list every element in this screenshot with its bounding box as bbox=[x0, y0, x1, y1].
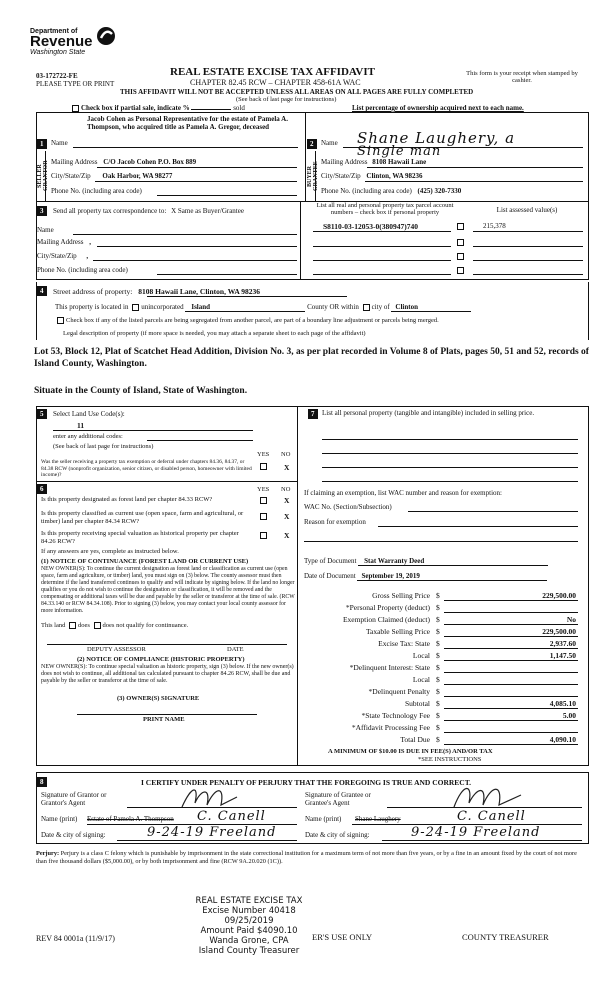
tax-row-label: Local bbox=[412, 651, 430, 660]
stamp-line-1: REAL ESTATE EXCISE TAX bbox=[195, 896, 303, 906]
doc-date-label: Date of Document bbox=[304, 572, 356, 580]
tax-row-label: Excise Tax: State bbox=[378, 639, 430, 648]
personal-property-label: List all personal property (tangible and intangible) included in selling price. bbox=[322, 409, 535, 417]
tax-row bbox=[298, 663, 582, 674]
tax-row bbox=[298, 591, 582, 602]
section-2-badge: 2 bbox=[307, 139, 317, 149]
unincorporated-checkbox[interactable] bbox=[132, 304, 139, 311]
tax-row-currency: $ bbox=[436, 663, 440, 672]
tax-row-line bbox=[444, 648, 578, 649]
street-row bbox=[53, 287, 553, 296]
tax-row-value: 1,147.50 bbox=[549, 651, 576, 660]
county-or-label: County OR within bbox=[307, 303, 359, 311]
does-not-checkbox[interactable] bbox=[94, 622, 101, 629]
send-label: Send all property tax correspondence to: bbox=[53, 207, 167, 215]
partial-sale: Check box if partial sale, indicate % sold List percentage of ownership acquired next to each name. bbox=[70, 104, 590, 112]
seller-side-label bbox=[37, 151, 49, 201]
unincorporated-label: unincorporated bbox=[141, 303, 184, 311]
tax-row-line bbox=[444, 624, 578, 625]
location-value: Island bbox=[185, 303, 305, 312]
street-label: Street address of property: bbox=[53, 287, 133, 296]
ownership-note: List percentage of ownership acquired next to each name. bbox=[352, 104, 524, 112]
tax-row-value: No bbox=[566, 615, 576, 624]
grantee-date-line bbox=[382, 840, 582, 841]
dept-line2: Revenue bbox=[30, 33, 93, 50]
seller-vert-text: SELLER GRANTOR bbox=[37, 160, 49, 192]
tax-row bbox=[298, 735, 582, 746]
tax-row-label: *State Technology Fee bbox=[361, 711, 430, 720]
buyer-mail-label: Mailing Address bbox=[321, 158, 368, 166]
tax-row bbox=[298, 723, 582, 734]
buyer-name-hand2: Single man bbox=[357, 144, 442, 159]
tax-row bbox=[298, 615, 582, 626]
deputy-line bbox=[47, 644, 287, 645]
tax-row-line bbox=[444, 720, 578, 721]
buyer-name-label: Name bbox=[321, 139, 338, 147]
land-use-label: Select Land Use Code(s): bbox=[53, 410, 125, 418]
buyer-phone-value: (425) 320-7330 bbox=[417, 187, 462, 195]
legal-label: Legal description of property (if more space is needed, you may attach a separate sheet to each page of the affidavit) bbox=[63, 330, 366, 337]
tax-row-line bbox=[444, 672, 578, 673]
tax-row-label: Exemption Claimed (deduct) bbox=[342, 615, 430, 624]
does-not-label: does not qualify for continuance. bbox=[102, 622, 189, 629]
q-current-use-yes-checkbox[interactable] bbox=[260, 513, 267, 520]
partial-sale-line bbox=[191, 109, 231, 110]
s3-mail-row bbox=[37, 238, 91, 246]
city-value: Clinton bbox=[391, 303, 471, 312]
tax-row-line bbox=[444, 660, 578, 661]
users-use-only: ER'S USE ONLY bbox=[312, 932, 373, 942]
s3-mail-underline bbox=[97, 246, 297, 247]
stamp-line-6: Island County Treasurer bbox=[198, 946, 300, 956]
s3-phone-label: Phone No. (including area code) bbox=[37, 266, 128, 274]
print-name-label: PRINT NAME bbox=[143, 716, 185, 723]
parties-box bbox=[36, 112, 589, 202]
s3-city-underline bbox=[93, 260, 297, 261]
wac-underline bbox=[408, 511, 578, 512]
tax-row bbox=[298, 603, 582, 614]
parcel-number: S8110-03-12053-0(380947)740 bbox=[323, 222, 418, 231]
dor-swirl-icon bbox=[96, 26, 116, 46]
dor-logo bbox=[30, 28, 110, 68]
county-treasurer: COUNTY TREASURER bbox=[462, 932, 549, 942]
if-yes-note: If any answers are yes, complete as instructed below. bbox=[41, 548, 179, 555]
seller-name: Jacob Cohen as Personal Representative for the estate of Pamela A. Thompson, who acquired title as Pamela A. Gregor, deceased bbox=[87, 115, 288, 131]
section-5 bbox=[36, 406, 298, 482]
sold-label: sold bbox=[233, 104, 245, 112]
tax-row-line bbox=[444, 612, 578, 613]
land-qualify-row bbox=[41, 622, 188, 629]
assessed-line-4 bbox=[473, 274, 583, 275]
parcel-line-1 bbox=[313, 231, 451, 232]
parcel-checkbox-3[interactable] bbox=[457, 253, 464, 260]
legal-description-1: Lot 53, Block 12, Plat of Scatchet Head Addition, Division No. 3, as per plat recorded in Volume 8 of Plats, pages 50, 51 and 52, records of Island County, Washington. bbox=[34, 347, 589, 369]
s3-name-label: Name bbox=[37, 226, 54, 234]
assessed-value: 215,378 bbox=[483, 222, 506, 230]
owner-signature-label: (3) OWNER(S) SIGNATURE bbox=[117, 695, 200, 702]
tax-row-line bbox=[444, 708, 578, 709]
s3-mail-label: Mailing Address bbox=[37, 238, 84, 246]
seller-name-label: Name bbox=[51, 139, 68, 147]
certify-text: I CERTIFY UNDER PENALTY OF PERJURY THAT THE FOREGOING IS TRUE AND CORRECT. bbox=[141, 778, 472, 787]
seller-phone-underline bbox=[157, 195, 297, 196]
grantor-sig-label: Signature of Grantor or Grantor's Agent bbox=[41, 791, 107, 807]
grantor-date-line bbox=[117, 840, 297, 841]
tax-row-currency: $ bbox=[436, 639, 440, 648]
tax-row-label: *Delinquent Interest: State bbox=[349, 663, 430, 672]
doc-type-label: Type of Document bbox=[304, 557, 357, 565]
tax-row-line bbox=[444, 732, 578, 733]
tax-row bbox=[298, 699, 582, 710]
buyer-mail-row bbox=[321, 158, 581, 166]
tax-row-value: 229,500.00 bbox=[542, 591, 576, 600]
q-forest-yes-checkbox[interactable] bbox=[260, 497, 267, 504]
partial-sale-checkbox[interactable] bbox=[72, 105, 79, 112]
stamp-line-3: 09/25/2019 bbox=[224, 916, 274, 926]
q-forest: Is this property designated as forest land per chapter 84.33 RCW? bbox=[41, 496, 213, 503]
grantor-date-label: Date & city of signing: bbox=[41, 831, 106, 839]
tax-row-currency: $ bbox=[436, 627, 440, 636]
parcel-line-4 bbox=[313, 274, 451, 275]
minimum-note: A MINIMUM OF $10.00 IS DUE IN FEE(S) AND/OR TAX bbox=[328, 748, 493, 755]
tax-row-label: *Affidavit Processing Fee bbox=[351, 723, 430, 732]
additional-underline bbox=[147, 440, 253, 441]
tax-row-currency: $ bbox=[436, 699, 440, 708]
segregated-checkbox[interactable] bbox=[57, 317, 64, 324]
reason-label: Reason for exemption bbox=[304, 518, 366, 526]
tax-row-label: Local bbox=[412, 675, 430, 684]
dept-line3: Washington State bbox=[30, 49, 86, 56]
doc-type-value: Stat Warranty Deed bbox=[358, 557, 548, 566]
section-1-badge: 1 bbox=[37, 139, 47, 149]
assessed-header: List assessed value(s) bbox=[496, 206, 558, 214]
additional-codes: enter any additional codes: bbox=[53, 433, 123, 440]
tax-row-value: 5.00 bbox=[562, 711, 576, 720]
s3-city-label: City/State/Zip bbox=[37, 252, 77, 260]
q-forest-no-mark: X bbox=[284, 496, 290, 505]
tax-row-currency: $ bbox=[436, 711, 440, 720]
send-correspondence bbox=[53, 207, 313, 215]
tax-row-label: Subtotal bbox=[404, 699, 430, 708]
notice1-body: NEW OWNER(S): To continue the current designation as forest land or classification as current use (open space, farm and agriculture, or timber) land, you must sign on (3) below. The county assessor must then determine if the land transferred continues to qualify and will indicate by signing below. If the land no longer qualifies or you do not wish to continue the designation or classification, it will be removed and the compensating or additional taxes will be due and payable by the seller or transferor at the time of sale. (RCW 84.33.140 or RCW 84.34.108). Prior to signing (3) below, you may contact your local county assessor for more information. bbox=[41, 566, 295, 614]
this-land-label: This land bbox=[41, 622, 66, 629]
section-3-badge: 3 bbox=[37, 206, 47, 216]
doc-type-row bbox=[304, 557, 584, 566]
tax-row-currency: $ bbox=[436, 615, 440, 624]
tax-row-value: 4,090.10 bbox=[549, 735, 576, 744]
stamp-line-2: Excise Number 40418 bbox=[202, 906, 296, 916]
grantor-sig-line bbox=[127, 807, 297, 808]
s5-yes-checkbox[interactable] bbox=[260, 463, 267, 470]
form-code: 03-172722-FE bbox=[36, 72, 78, 80]
section-4 bbox=[36, 282, 589, 340]
q-historic: Is this property receiving special valuation as historical property per chapter 84.26 RCW? bbox=[41, 530, 239, 545]
reason-underline bbox=[378, 526, 578, 527]
same-as-buyer: X Same as Buyer/Grantee bbox=[171, 207, 244, 215]
grantor-name-struck: Estate of Pamela A. Thompson bbox=[87, 815, 174, 823]
pp-line-3 bbox=[322, 467, 578, 468]
tax-row-label: Total Due bbox=[400, 735, 430, 744]
grantor-name-hand: C. Canell bbox=[197, 809, 266, 824]
s3-city-row bbox=[37, 252, 88, 260]
tax-row-value: 4,085.10 bbox=[549, 699, 576, 708]
perjury-note bbox=[36, 850, 589, 865]
type-print: PLEASE TYPE OR PRINT bbox=[36, 80, 115, 88]
exemption-question: Was the seller receiving a property tax exemption or deferral under chapters 84.36, 84.37, or 84.38 RCW (nonprofit organization, senior citizen, or disabled person, homeowner with limited income)? bbox=[41, 459, 252, 478]
see-back: (See back of last page for instructions) bbox=[236, 96, 337, 103]
segregated-label: Check box if any of the listed parcels are being segregated from another parcel, are part of a boundary line adjustment or parcels being merged. bbox=[66, 317, 439, 324]
s5-yes: YES bbox=[257, 451, 270, 458]
q-historic-yes-checkbox[interactable] bbox=[260, 532, 267, 539]
deputy-label: DEPUTY ASSESSOR bbox=[87, 646, 146, 653]
q-current-use-no-mark: X bbox=[284, 512, 290, 521]
seller-mail-value: C/O Jacob Cohen P.O. Box 889 bbox=[103, 158, 197, 166]
street-value: 8108 Hawaii Lane, Clinton, WA 98236 bbox=[138, 287, 260, 296]
street-underline bbox=[147, 296, 347, 297]
perjury-label: Perjury: bbox=[36, 850, 60, 857]
s6-no: NO bbox=[281, 486, 291, 493]
pp-line-1 bbox=[322, 439, 578, 440]
dept-line1: Department of bbox=[30, 28, 78, 35]
tax-table bbox=[298, 591, 582, 751]
assessed-line-2 bbox=[473, 246, 583, 247]
pp-line-2 bbox=[322, 453, 578, 454]
tax-row bbox=[298, 687, 582, 698]
section-6-badge: 6 bbox=[37, 484, 47, 494]
s3-mail-value: , bbox=[89, 238, 91, 246]
grantor-date-hand: 9-24-19 Freeland bbox=[147, 825, 277, 840]
see-instructions: *SEE INSTRUCTIONS bbox=[418, 756, 482, 763]
rev-code: REV 84 0001a (11/9/17) bbox=[36, 934, 115, 943]
land-use-underline bbox=[53, 430, 253, 431]
seller-city-label: City/State/Zip bbox=[51, 172, 91, 180]
tax-row-line bbox=[444, 684, 578, 685]
tax-row bbox=[298, 711, 582, 722]
tax-row-currency: $ bbox=[436, 723, 440, 732]
warning: THIS AFFIDAVIT WILL NOT BE ACCEPTED UNLESS ALL AREAS ON ALL PAGES ARE FULLY COMPLETED bbox=[120, 88, 474, 96]
s6-yes: YES bbox=[257, 486, 270, 493]
tax-row-value: 229,500.00 bbox=[542, 627, 576, 636]
seller-city-value: Oak Harbor, WA 98277 bbox=[102, 172, 173, 180]
tax-row-label: *Personal Property (deduct) bbox=[345, 603, 430, 612]
buyer-name-hand1: Shane Laughery, a bbox=[357, 129, 516, 147]
tax-row-value: 2,937.60 bbox=[549, 639, 576, 648]
s3-divider bbox=[300, 202, 301, 280]
seller-mail-label: Mailing Address bbox=[51, 158, 98, 166]
tax-row bbox=[298, 675, 582, 686]
tax-row-currency: $ bbox=[436, 651, 440, 660]
tax-row bbox=[298, 639, 582, 650]
buyer-city-underline bbox=[365, 181, 583, 182]
section-8 bbox=[36, 772, 589, 844]
parcel-checkbox-4[interactable] bbox=[457, 267, 464, 274]
section-7 bbox=[298, 406, 589, 766]
segregated-row bbox=[55, 317, 585, 324]
tax-row bbox=[298, 627, 582, 638]
seller-mail-underline bbox=[97, 167, 297, 168]
stamp-line-5: Wanda Grone, CPA bbox=[209, 936, 289, 946]
buyer-mail-underline bbox=[367, 167, 583, 168]
buyer-city-label: City/State/Zip bbox=[321, 172, 361, 180]
grantee-sig-label: Signature of Grantee or Grantee's Agent bbox=[305, 791, 371, 807]
land-use-code: 11 bbox=[77, 421, 85, 430]
section-8-badge: 8 bbox=[37, 777, 47, 787]
buyer-city-row bbox=[321, 172, 581, 180]
buyer-city-value: Clinton, WA 98236 bbox=[366, 172, 423, 180]
tax-row-currency: $ bbox=[436, 603, 440, 612]
parcel-line-3 bbox=[313, 260, 451, 261]
tax-row-currency: $ bbox=[436, 591, 440, 600]
section-5-badge: 5 bbox=[37, 409, 47, 419]
seller-city-underline bbox=[95, 181, 297, 182]
tax-row-label: *Delinquent Penalty bbox=[368, 687, 430, 696]
s3-city-value: , bbox=[86, 252, 89, 260]
grantor-name-label: Name (print) bbox=[41, 815, 78, 823]
assessed-line-3 bbox=[473, 260, 583, 261]
exempt-label: If claiming an exemption, list WAC number and reason for exemption: bbox=[304, 489, 502, 497]
treasurer-stamp bbox=[184, 896, 314, 956]
section-6 bbox=[36, 482, 298, 766]
s5-no-mark: X bbox=[284, 463, 290, 472]
grantee-name-struck: Shane Laughery bbox=[355, 815, 401, 823]
buyer-phone-label: Phone No. (including area code) bbox=[321, 187, 412, 195]
form-title: REAL ESTATE EXCISE TAX AFFIDAVIT bbox=[170, 66, 375, 78]
section-4-badge: 4 bbox=[37, 286, 47, 296]
notice2-body: NEW OWNER(S): To continue special valuation as historic property, sign (3) below. If the new owner(s) does not wish to continue, all additional tax calculated pursuant to chapter 84.26 RCW, shall be due and payable by the seller or transferor at the time of sale. bbox=[41, 664, 294, 684]
buyer-mail-value: 8108 Hawaii Lane bbox=[372, 158, 427, 166]
seller-name-underline bbox=[73, 147, 298, 148]
grantee-name-hand: C. Canell bbox=[457, 809, 526, 824]
tax-row-line bbox=[444, 600, 578, 601]
does-checkbox[interactable] bbox=[69, 622, 76, 629]
form-chapter: CHAPTER 82.45 RCW – CHAPTER 458-61A WAC bbox=[190, 78, 361, 87]
doc-date-value: September 19, 2019 bbox=[357, 572, 547, 581]
q-historic-no-mark: X bbox=[284, 531, 290, 540]
perjury-text: Perjury is a class C felony which is punishable by imprisonment in the state correctional institution for a maximum term of not more than five years, or by a fine in an amount fixed by the court of not more than five thousand dollars ($5,000.00), or by both imprisonment and fine (RCW 9A.20.020 (1C)). bbox=[36, 850, 577, 865]
deputy-date-label: DATE bbox=[227, 646, 244, 653]
notice1-title: (1) NOTICE OF CONTINUANCE (FOREST LAND OR CURRENT USE) bbox=[41, 558, 249, 565]
pp-line-4 bbox=[322, 481, 578, 482]
section-3 bbox=[36, 202, 589, 280]
s3-phone-underline bbox=[157, 274, 297, 275]
located-row bbox=[55, 303, 575, 312]
grantee-date-hand: 9-24-19 Freeland bbox=[411, 825, 541, 840]
tax-row-currency: $ bbox=[436, 735, 440, 744]
buyer-side-label bbox=[307, 151, 319, 201]
tax-row-currency: $ bbox=[436, 675, 440, 684]
reason-line-2 bbox=[304, 541, 578, 542]
tax-row-currency: $ bbox=[436, 687, 440, 696]
notice2-title: (2) NOTICE OF COMPLIANCE (HISTORIC PROPERTY) bbox=[77, 656, 245, 663]
does-label: does bbox=[78, 622, 90, 629]
parties-divider bbox=[305, 113, 306, 202]
s5-no: NO bbox=[281, 451, 291, 458]
assessed-line-1 bbox=[473, 231, 583, 232]
print-name-line bbox=[77, 714, 257, 715]
tax-row-line bbox=[444, 636, 578, 637]
doc-date-row bbox=[304, 572, 584, 581]
s5-see-back: (See back of last page for instructions) bbox=[53, 443, 154, 450]
grantee-sig-line bbox=[387, 807, 582, 808]
s3-name-underline bbox=[73, 234, 297, 235]
tax-row bbox=[298, 651, 582, 662]
tax-row-label: Taxable Selling Price bbox=[365, 627, 430, 636]
parcel-line-2 bbox=[313, 246, 451, 247]
q-current-use: Is this property classified as current use (open space, farm and agricultural, or timber) land per chapter 84.34 RCW? bbox=[41, 510, 244, 525]
stamp-line-4: Amount Paid $4090.10 bbox=[200, 926, 298, 936]
grantee-date-label: Date & city of signing: bbox=[305, 831, 370, 839]
seller-phone-label: Phone No. (including area code) bbox=[51, 187, 142, 195]
tax-row-line bbox=[444, 696, 578, 697]
located-label: This property is located in bbox=[55, 303, 129, 311]
section-7-badge: 7 bbox=[308, 409, 318, 419]
wac-label: WAC No. (Section/Subsection) bbox=[304, 503, 392, 511]
parcel-checkbox-1[interactable] bbox=[457, 223, 464, 230]
parcel-header: List all real and personal property tax parcel account numbers – check box if personal property bbox=[316, 202, 454, 216]
seller-mail-row bbox=[51, 158, 301, 166]
legal-description-2: Situate in the County of Island, State of Washington. bbox=[34, 386, 248, 396]
buyer-phone-row bbox=[321, 187, 581, 195]
buyer-vert-text: BUYER GRANTEE bbox=[307, 161, 319, 191]
receipt-note: This form is your receipt when stamped by cashier. bbox=[466, 70, 578, 84]
seller-city-row bbox=[51, 172, 301, 180]
city-of-checkbox[interactable] bbox=[363, 304, 370, 311]
parcel-checkbox-2[interactable] bbox=[457, 239, 464, 246]
tax-row-line bbox=[444, 744, 578, 745]
city-of-label: city of bbox=[371, 303, 390, 311]
buyer-name-underline bbox=[343, 147, 583, 148]
tax-row-label: Gross Selling Price bbox=[372, 591, 430, 600]
grantee-name-label: Name (print) bbox=[305, 815, 342, 823]
